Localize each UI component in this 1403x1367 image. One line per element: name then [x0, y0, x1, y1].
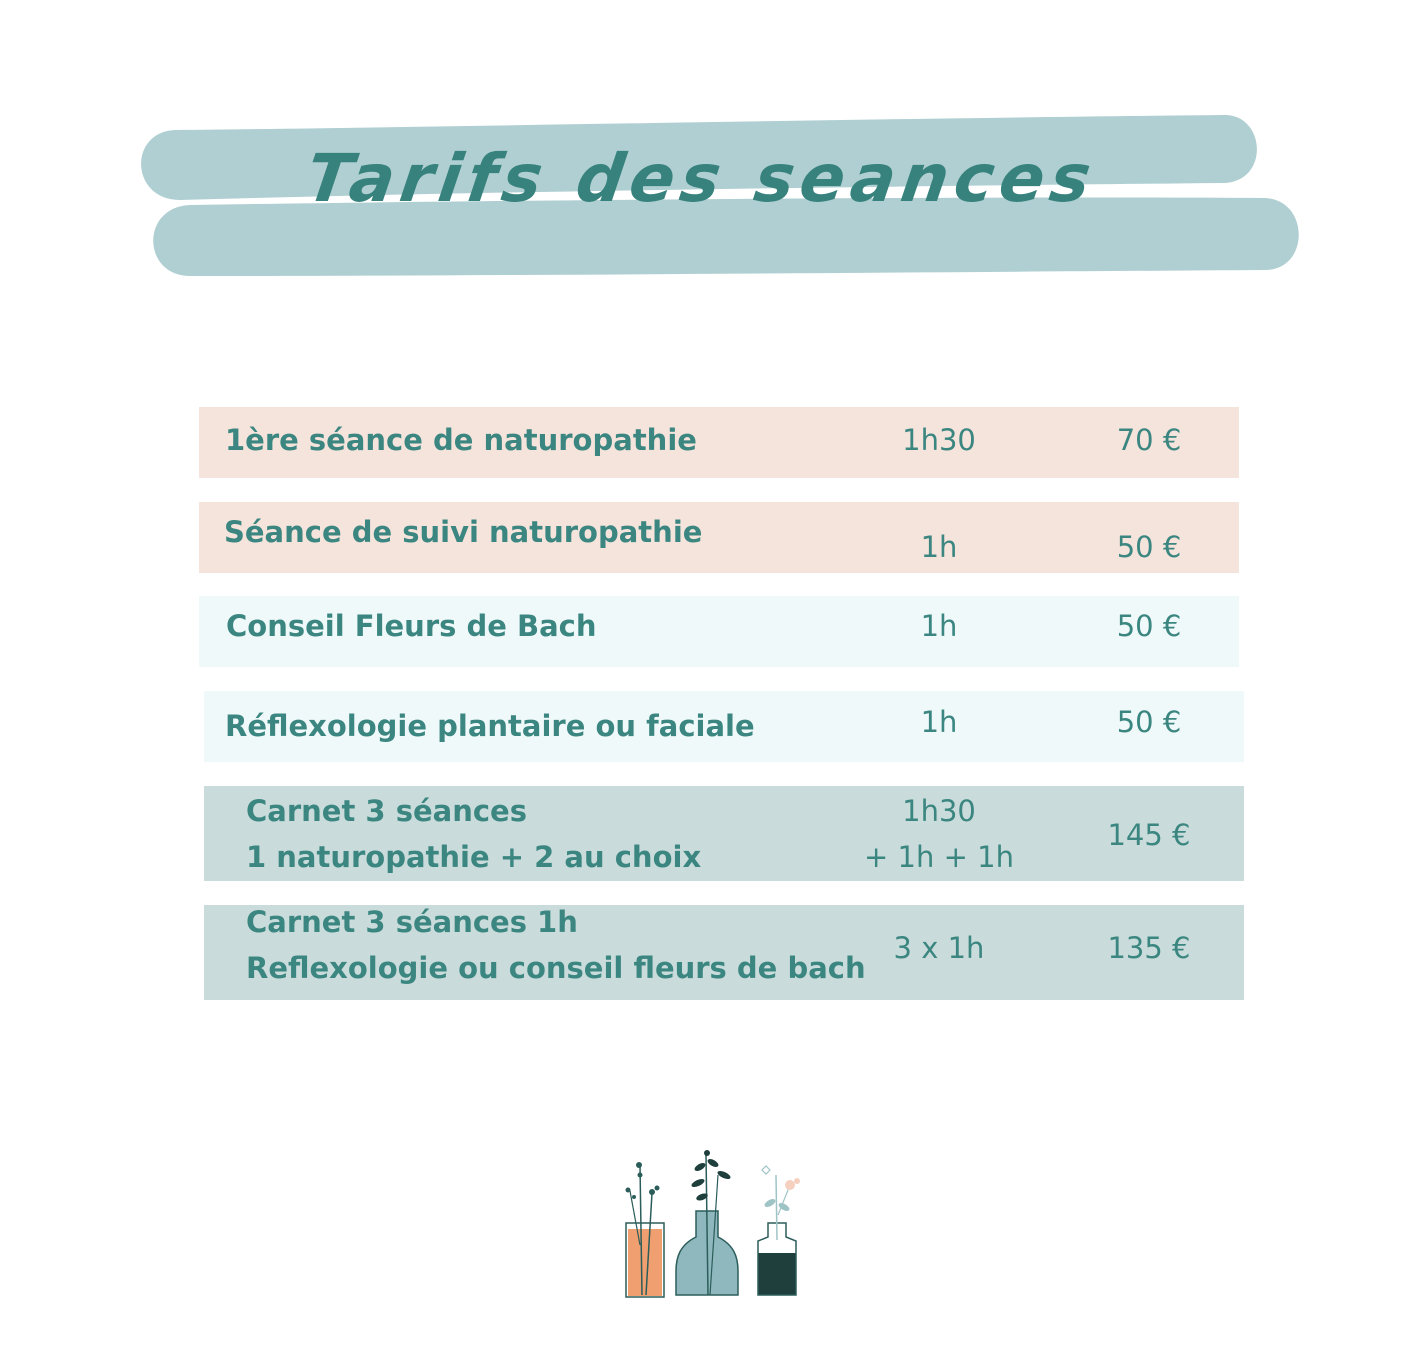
service-duration-line1: 1h30	[902, 794, 976, 828]
service-name-line2: Reflexologie ou conseil fleurs de bach	[246, 951, 866, 985]
service-price: 50 €	[1116, 609, 1182, 643]
service-name: 1ère séance de naturopathie	[225, 423, 697, 457]
service-duration: 1h	[920, 705, 958, 739]
service-duration: 1h	[920, 530, 958, 564]
flower-vases-icon	[612, 1145, 812, 1305]
price-row	[204, 786, 1244, 881]
price-row	[199, 596, 1239, 667]
service-price: 50 €	[1116, 530, 1182, 564]
service-duration-line2: + 1h + 1h	[864, 840, 1014, 874]
service-name: Réflexologie plantaire ou faciale	[225, 709, 755, 743]
service-name-line1: Carnet 3 séances 1h	[246, 905, 578, 939]
service-name-line2: 1 naturopathie + 2 au choix	[246, 840, 702, 874]
service-duration: 1h	[920, 609, 958, 643]
service-price: 50 €	[1116, 705, 1182, 739]
page-title: Tarifs des seances	[301, 140, 1102, 217]
service-duration: 1h30	[902, 423, 976, 457]
price-row	[199, 502, 1239, 573]
service-name-line1: Carnet 3 séances	[246, 794, 527, 828]
service-price: 135 €	[1107, 931, 1191, 965]
service-price: 70 €	[1116, 423, 1182, 457]
service-duration: 3 x 1h	[893, 931, 985, 965]
price-row	[199, 407, 1239, 478]
price-row	[204, 905, 1244, 1000]
service-price: 145 €	[1107, 818, 1191, 852]
service-name: Séance de suivi naturopathie	[224, 515, 703, 549]
price-row	[204, 691, 1244, 762]
service-name: Conseil Fleurs de Bach	[226, 609, 597, 643]
